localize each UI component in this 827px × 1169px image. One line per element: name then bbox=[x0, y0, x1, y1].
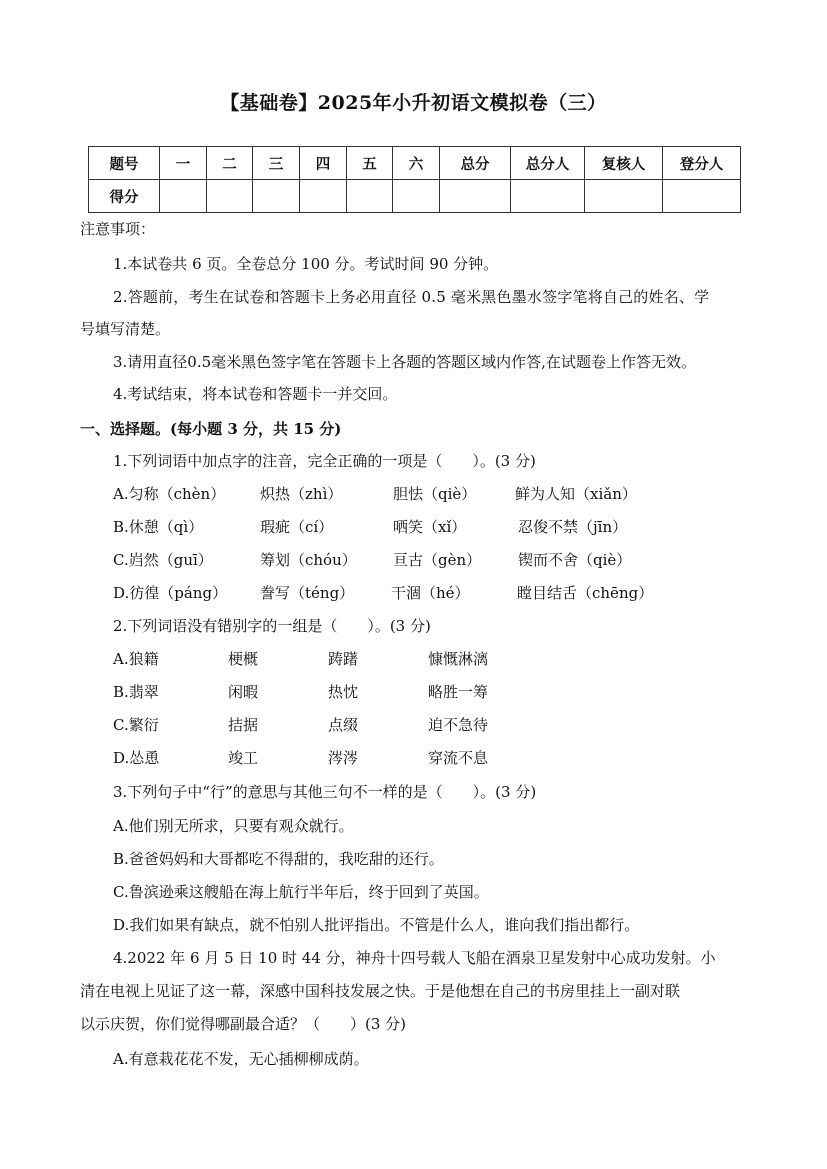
q1-option-a-word: 鲜为人知（xiǎn） bbox=[515, 485, 637, 503]
q1-option-b-word: 忍俊不禁（jīn） bbox=[518, 518, 628, 536]
q3-option-b[interactable]: B.爸爸妈妈和大哥都吃不得甜的，我吃甜的还行。 bbox=[113, 850, 444, 868]
q3-option-a[interactable]: A.他们别无所求，只要有观众就行。 bbox=[113, 817, 354, 835]
q2-option-b-word: 闲暇 bbox=[228, 683, 259, 701]
q3-option-c[interactable]: C.鲁滨逊乘这艘船在海上航行半年后，终于回到了英国。 bbox=[113, 883, 489, 901]
notice-item: 1.本试卷共 6 页。全卷总分 100 分。考试时间 90 分钟。 bbox=[113, 255, 499, 273]
notice-heading: 注意事项： bbox=[80, 220, 156, 238]
q2-option-a-word: 梗概 bbox=[228, 650, 259, 668]
score-cell[interactable] bbox=[585, 180, 663, 213]
q2-option-a-word: 踌躇 bbox=[328, 650, 359, 668]
question-1-stem: 1.下列词语中加点字的注音，完全正确的一项是（ ）。(3 分) bbox=[113, 452, 536, 470]
score-cell[interactable] bbox=[300, 180, 347, 213]
score-table-header-cell: 登分人 bbox=[663, 147, 741, 180]
q2-option-d-word: 涔涔 bbox=[328, 749, 359, 767]
score-cell[interactable] bbox=[160, 180, 207, 213]
score-table-header-cell: 三 bbox=[253, 147, 300, 180]
q2-option-c-word: 拮据 bbox=[228, 716, 259, 734]
q2-option-c[interactable]: C.繁衍 bbox=[113, 716, 159, 734]
score-table-header-cell: 总分人 bbox=[511, 147, 585, 180]
q1-option-c-word: 筹划（chóu） bbox=[260, 551, 357, 569]
question-4-stem-line: 以示庆贺，你们觉得哪副最合适？（ ）(3 分) bbox=[80, 1015, 407, 1033]
score-cell[interactable] bbox=[663, 180, 741, 213]
q2-option-b[interactable]: B.翡翠 bbox=[113, 683, 159, 701]
score-cell[interactable] bbox=[440, 180, 511, 213]
q1-option-d[interactable]: D.彷徨（páng） bbox=[113, 584, 228, 602]
q1-option-d-word: 誊写（téng） bbox=[260, 584, 355, 602]
score-cell[interactable] bbox=[253, 180, 300, 213]
q1-option-a[interactable]: A.匀称（chèn） bbox=[113, 485, 226, 503]
score-table-header-cell: 四 bbox=[300, 147, 347, 180]
q1-option-b-word: 哂笑（xǐ） bbox=[393, 518, 467, 536]
q1-option-b[interactable]: B.休憩（qì） bbox=[113, 518, 204, 536]
q2-option-b-word: 略胜一筹 bbox=[428, 683, 489, 701]
q2-option-d-word: 竣工 bbox=[228, 749, 259, 767]
notice-item: 2.答题前，考生在试卷和答题卡上务必用直径 0.5 毫米黑色墨水签字笔将自己的姓名、学 bbox=[113, 288, 710, 306]
q1-option-c-word: 锲而不舍（qiè） bbox=[518, 551, 632, 569]
score-table-header-cell: 二 bbox=[207, 147, 253, 180]
q2-option-c-word: 迫不急待 bbox=[428, 716, 489, 734]
score-table-header-cell: 题号 bbox=[89, 147, 160, 180]
q1-option-d-word: 干涸（hé） bbox=[391, 584, 470, 602]
page-title: 【基础卷】2025年小升初语文模拟卷（三） bbox=[220, 92, 607, 114]
q2-option-d-word: 穿流不息 bbox=[428, 749, 489, 767]
score-row-label: 得分 bbox=[89, 180, 160, 213]
q2-option-c-word: 点缀 bbox=[328, 716, 359, 734]
score-cell[interactable] bbox=[207, 180, 253, 213]
question-4-stem-line: 清在电视上见证了这一幕，深感中国科技发展之快。于是他想在自己的书房里挂上一副对联 bbox=[80, 982, 681, 1000]
q1-option-a-word: 胆怯（qiè） bbox=[393, 485, 477, 503]
q2-option-d[interactable]: D.怂恿 bbox=[113, 749, 160, 767]
score-table-header-cell: 六 bbox=[393, 147, 440, 180]
q1-option-d-word: 瞠目结舌（chēng） bbox=[517, 584, 654, 602]
score-table-header-cell: 复核人 bbox=[585, 147, 663, 180]
q2-option-a[interactable]: A.狼籍 bbox=[113, 650, 159, 668]
q2-option-a-word: 慷慨淋漓 bbox=[428, 650, 489, 668]
notice-item: 3.请用直径0.5毫米黑色签字笔在答题卡上各题的答题区域内作答,在试题卷上作答无效。 bbox=[113, 353, 696, 371]
section-heading: 一、选择题。(每小题 3 分，共 15 分) bbox=[80, 420, 342, 438]
score-table-header-cell: 五 bbox=[347, 147, 393, 180]
score-cell[interactable] bbox=[393, 180, 440, 213]
score-table-header-row bbox=[89, 147, 741, 180]
q1-option-c[interactable]: C.岿然（guī） bbox=[113, 551, 213, 569]
score-table-header-cell: 一 bbox=[160, 147, 207, 180]
q2-option-b-word: 热忱 bbox=[328, 683, 359, 701]
question-4-stem-line: 4.2022 年 6 月 5 日 10 时 44 分，神舟十四号载人飞船在酒泉卫星发射中心成功发射。小 bbox=[113, 949, 716, 967]
q1-option-b-word: 瑕疵（cí） bbox=[260, 518, 334, 536]
question-2-stem: 2.下列词语没有错别字的一组是（ ）。(3 分) bbox=[113, 617, 431, 635]
notice-item: 4.考试结束，将本试卷和答题卡一并交回。 bbox=[113, 385, 398, 403]
score-table-score-row bbox=[89, 180, 741, 213]
score-table-header-cell: 总分 bbox=[440, 147, 511, 180]
q3-option-d[interactable]: D.我们如果有缺点，就不怕别人批评指出。不管是什么人，谁向我们指出都行。 bbox=[113, 916, 640, 934]
score-cell[interactable] bbox=[511, 180, 585, 213]
q1-option-a-word: 炽热（zhì） bbox=[260, 485, 343, 503]
score-table bbox=[88, 146, 741, 213]
score-cell[interactable] bbox=[347, 180, 393, 213]
q1-option-c-word: 亘古（gèn） bbox=[393, 551, 482, 569]
notice-item: 号填写清楚。 bbox=[80, 320, 171, 338]
question-3-stem: 3.下列句子中“行”的意思与其他三句不一样的是（ ）。(3 分) bbox=[113, 783, 537, 801]
q4-option-a[interactable]: A.有意栽花花不发，无心插柳柳成荫。 bbox=[113, 1050, 369, 1068]
